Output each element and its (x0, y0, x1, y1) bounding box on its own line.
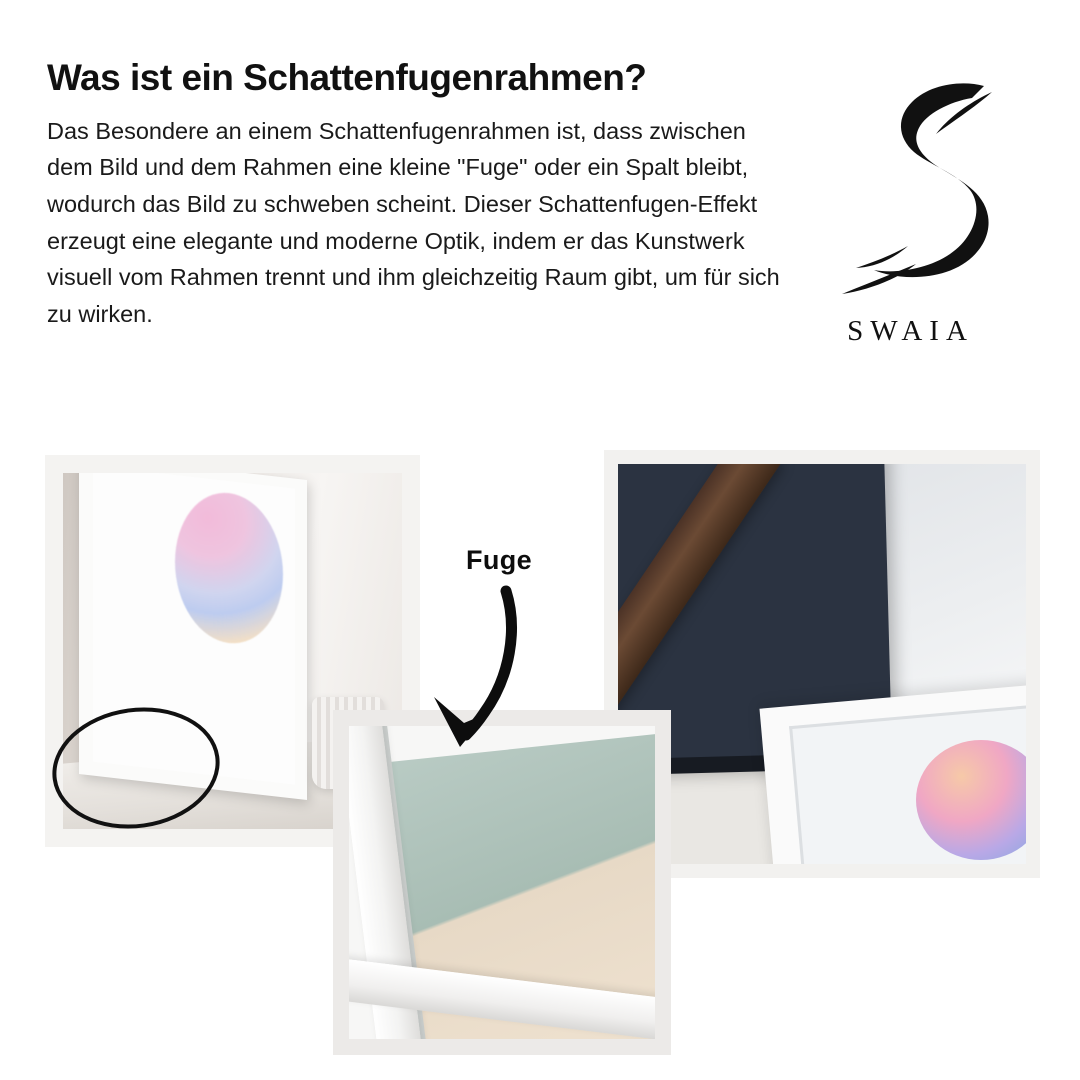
fuge-annotation-label: Fuge (466, 545, 533, 575)
header-text-block (47, 58, 807, 333)
body-paragraph: Das Besondere an einem Schattenfugenrahmen ist, dass zwischen dem Bild und dem Rahmen eine kleine "Fuge" oder ein Spalt bleibt, wodurch das Bild zu schweben scheint. Dieser Schattenfugen-Effekt erzeugt eine elegante und moderne Optik, indem er das Kunstwerk visuell vom Rahmen trennt und ihm gleichzeitig Raum gibt, um für sich zu wirken. (47, 117, 780, 327)
swaia-s-monogram-icon (812, 78, 1002, 313)
curved-arrow-down-icon (414, 585, 524, 770)
photo-collage (0, 440, 1080, 1060)
page-title: Was ist ein Schattenfugenrahmen? (47, 57, 647, 98)
brand-wordmark: SWAIA (847, 315, 974, 347)
brand-logo (802, 78, 1012, 348)
